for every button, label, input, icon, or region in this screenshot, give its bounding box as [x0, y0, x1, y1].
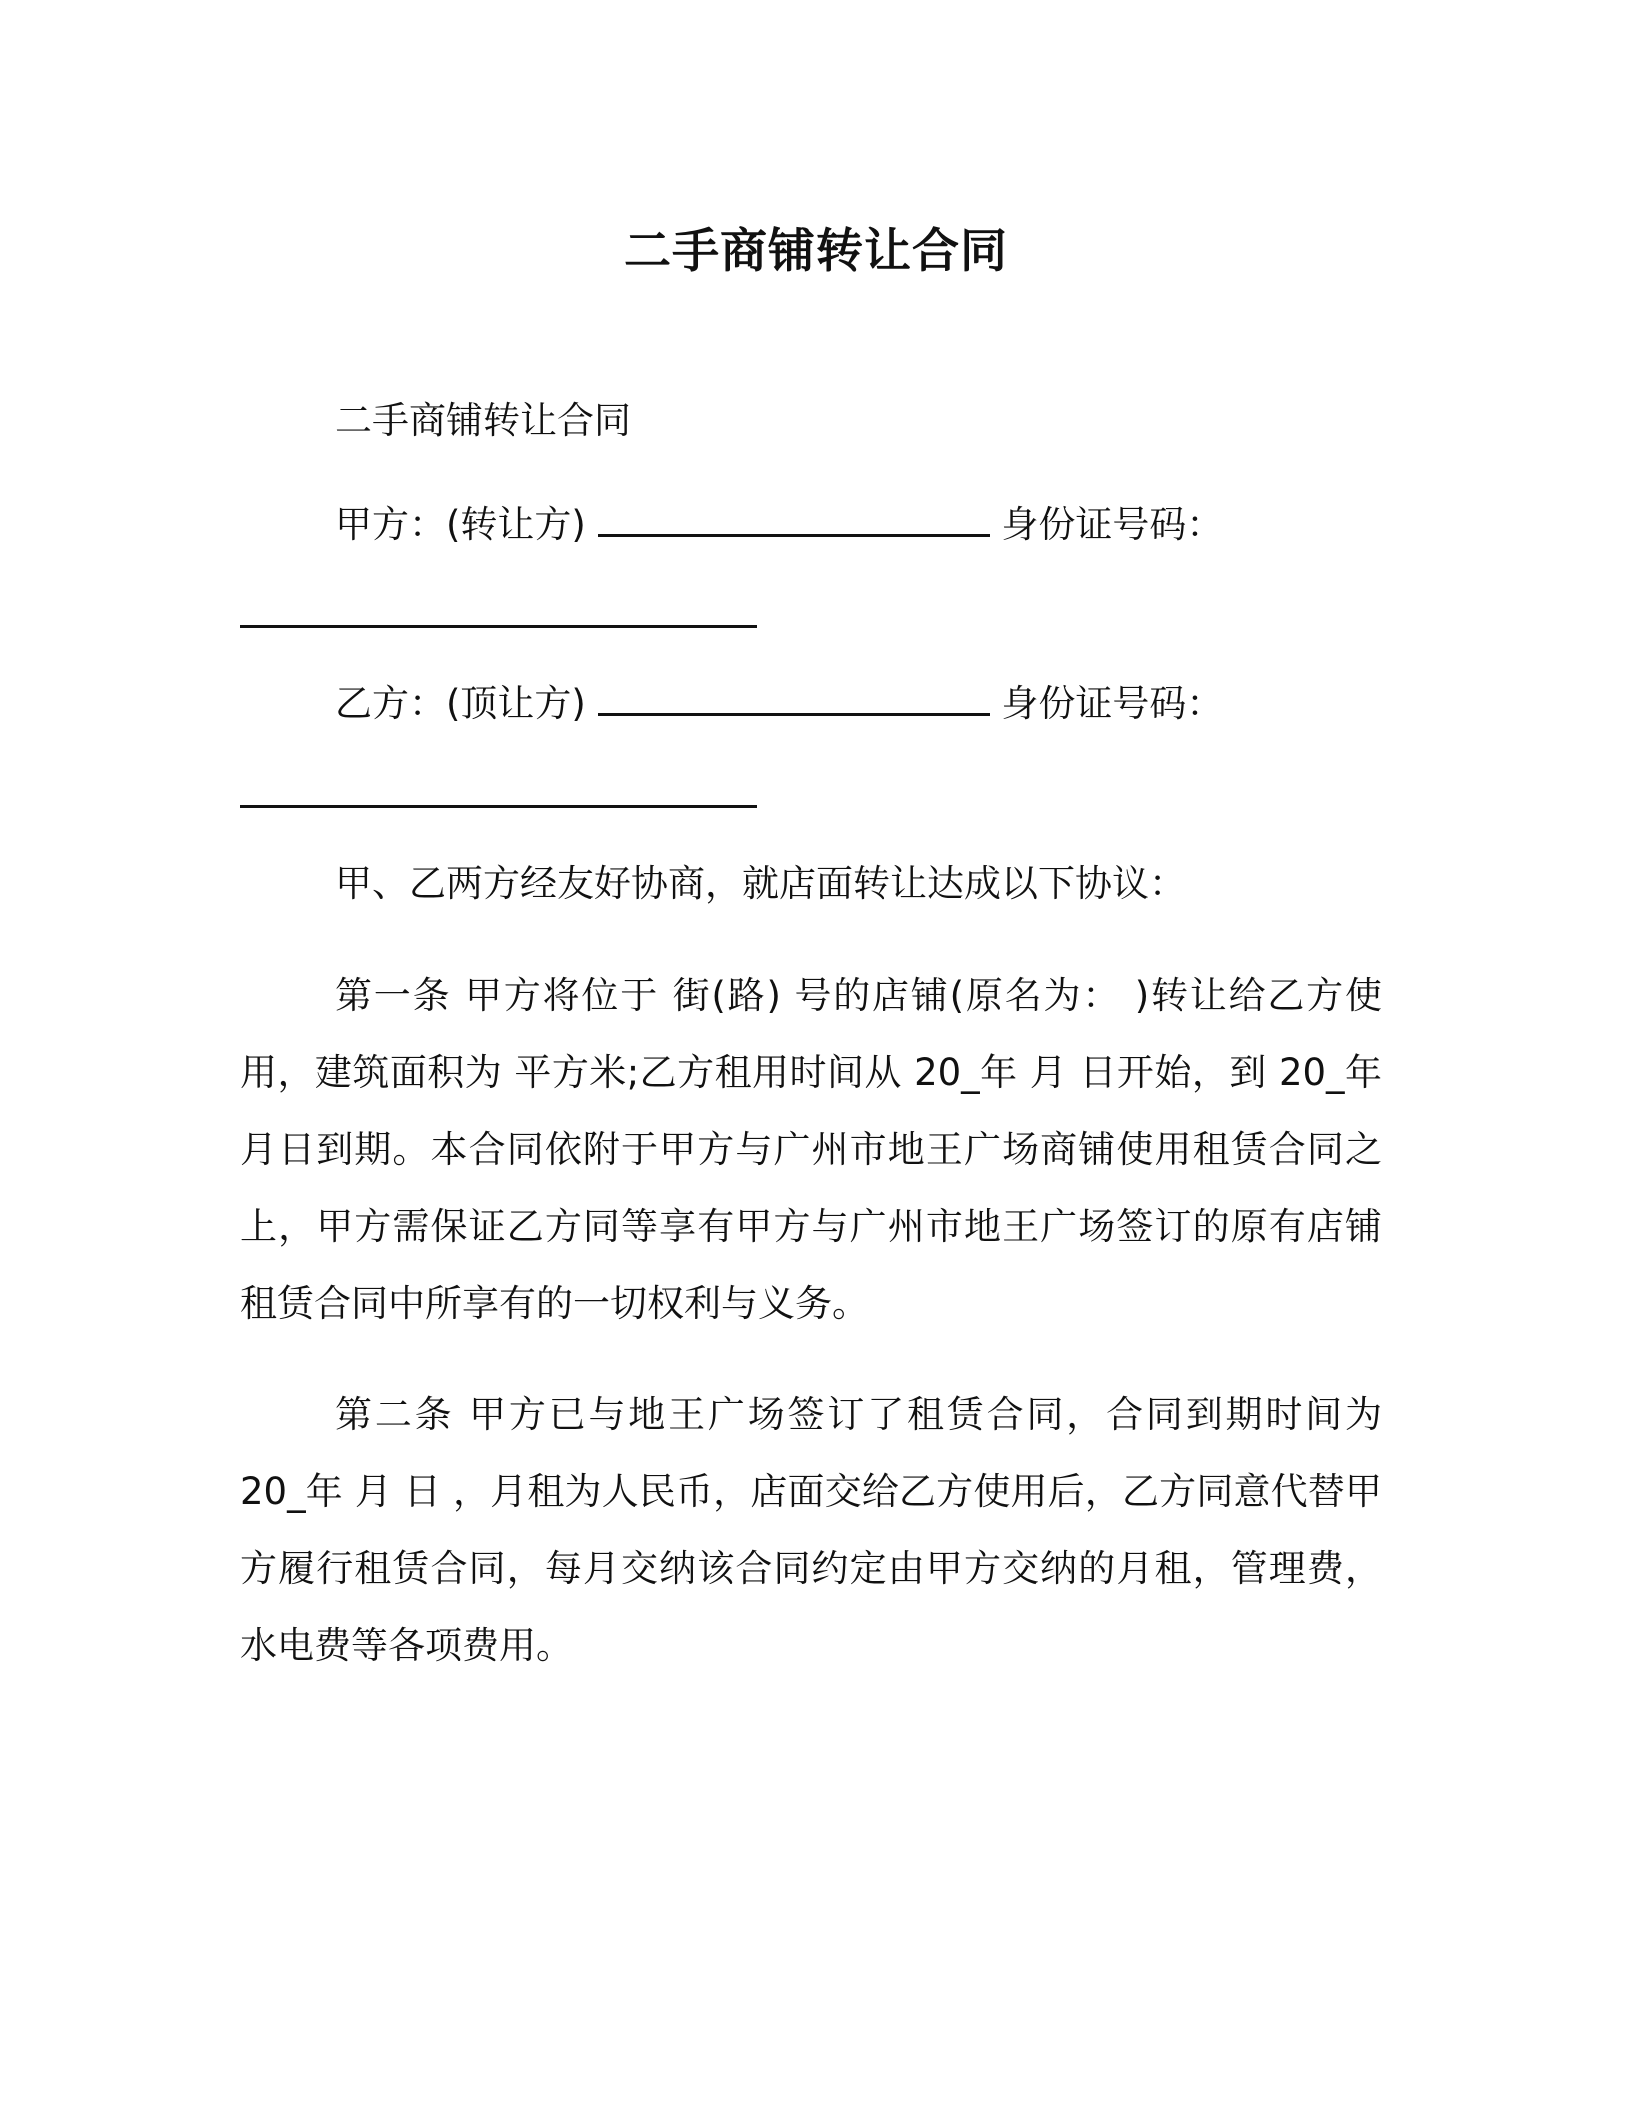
party-b-line	[335, 678, 1223, 730]
party-a-id-blank	[240, 625, 757, 628]
document-subtitle: 二手商铺转让合同	[335, 399, 631, 442]
party-b-label: 乙方：(顶让方)	[335, 682, 586, 725]
party-b-name-blank	[598, 679, 990, 716]
party-a-line	[335, 499, 1223, 551]
party-a-label: 甲方：(转让方)	[335, 503, 586, 546]
party-a-id-label: 身份证号码：	[1001, 503, 1224, 546]
document-title: 二手商铺转让合同	[624, 224, 1008, 279]
party-a-name-blank	[598, 500, 990, 537]
article-2-paragraph: 第二条 甲方已与地王广场签订了租赁合同，合同到期时间为 20_年 月 日 ，月租为人民币，店面交给乙方使用后，乙方同意代替甲方履行租赁合同，每月交纳该合同约定由甲方交纳的月租，管理费，水电费等各项费用。	[240, 1393, 1382, 1667]
article-1-paragraph: 第一条 甲方将位于 街(路) 号的店铺(原名为： )转让给乙方使用，建筑面积为 平方米;乙方租用时间从 20_年 月 日开始，到 20_年 月日到期。本合同依附于甲方与广州市地王广场商铺使用租赁合同之上，甲方需保证乙方同等享有甲方与广州市地王广场签订的原有店铺租赁合同中所享有的一切权利与义务。	[240, 974, 1382, 1325]
party-b-id-blank	[240, 805, 757, 808]
party-b-id-label: 身份证号码：	[1001, 682, 1224, 725]
intro-paragraph: 甲、乙两方经友好协商，就店面转让达成以下协议：	[335, 862, 1186, 905]
